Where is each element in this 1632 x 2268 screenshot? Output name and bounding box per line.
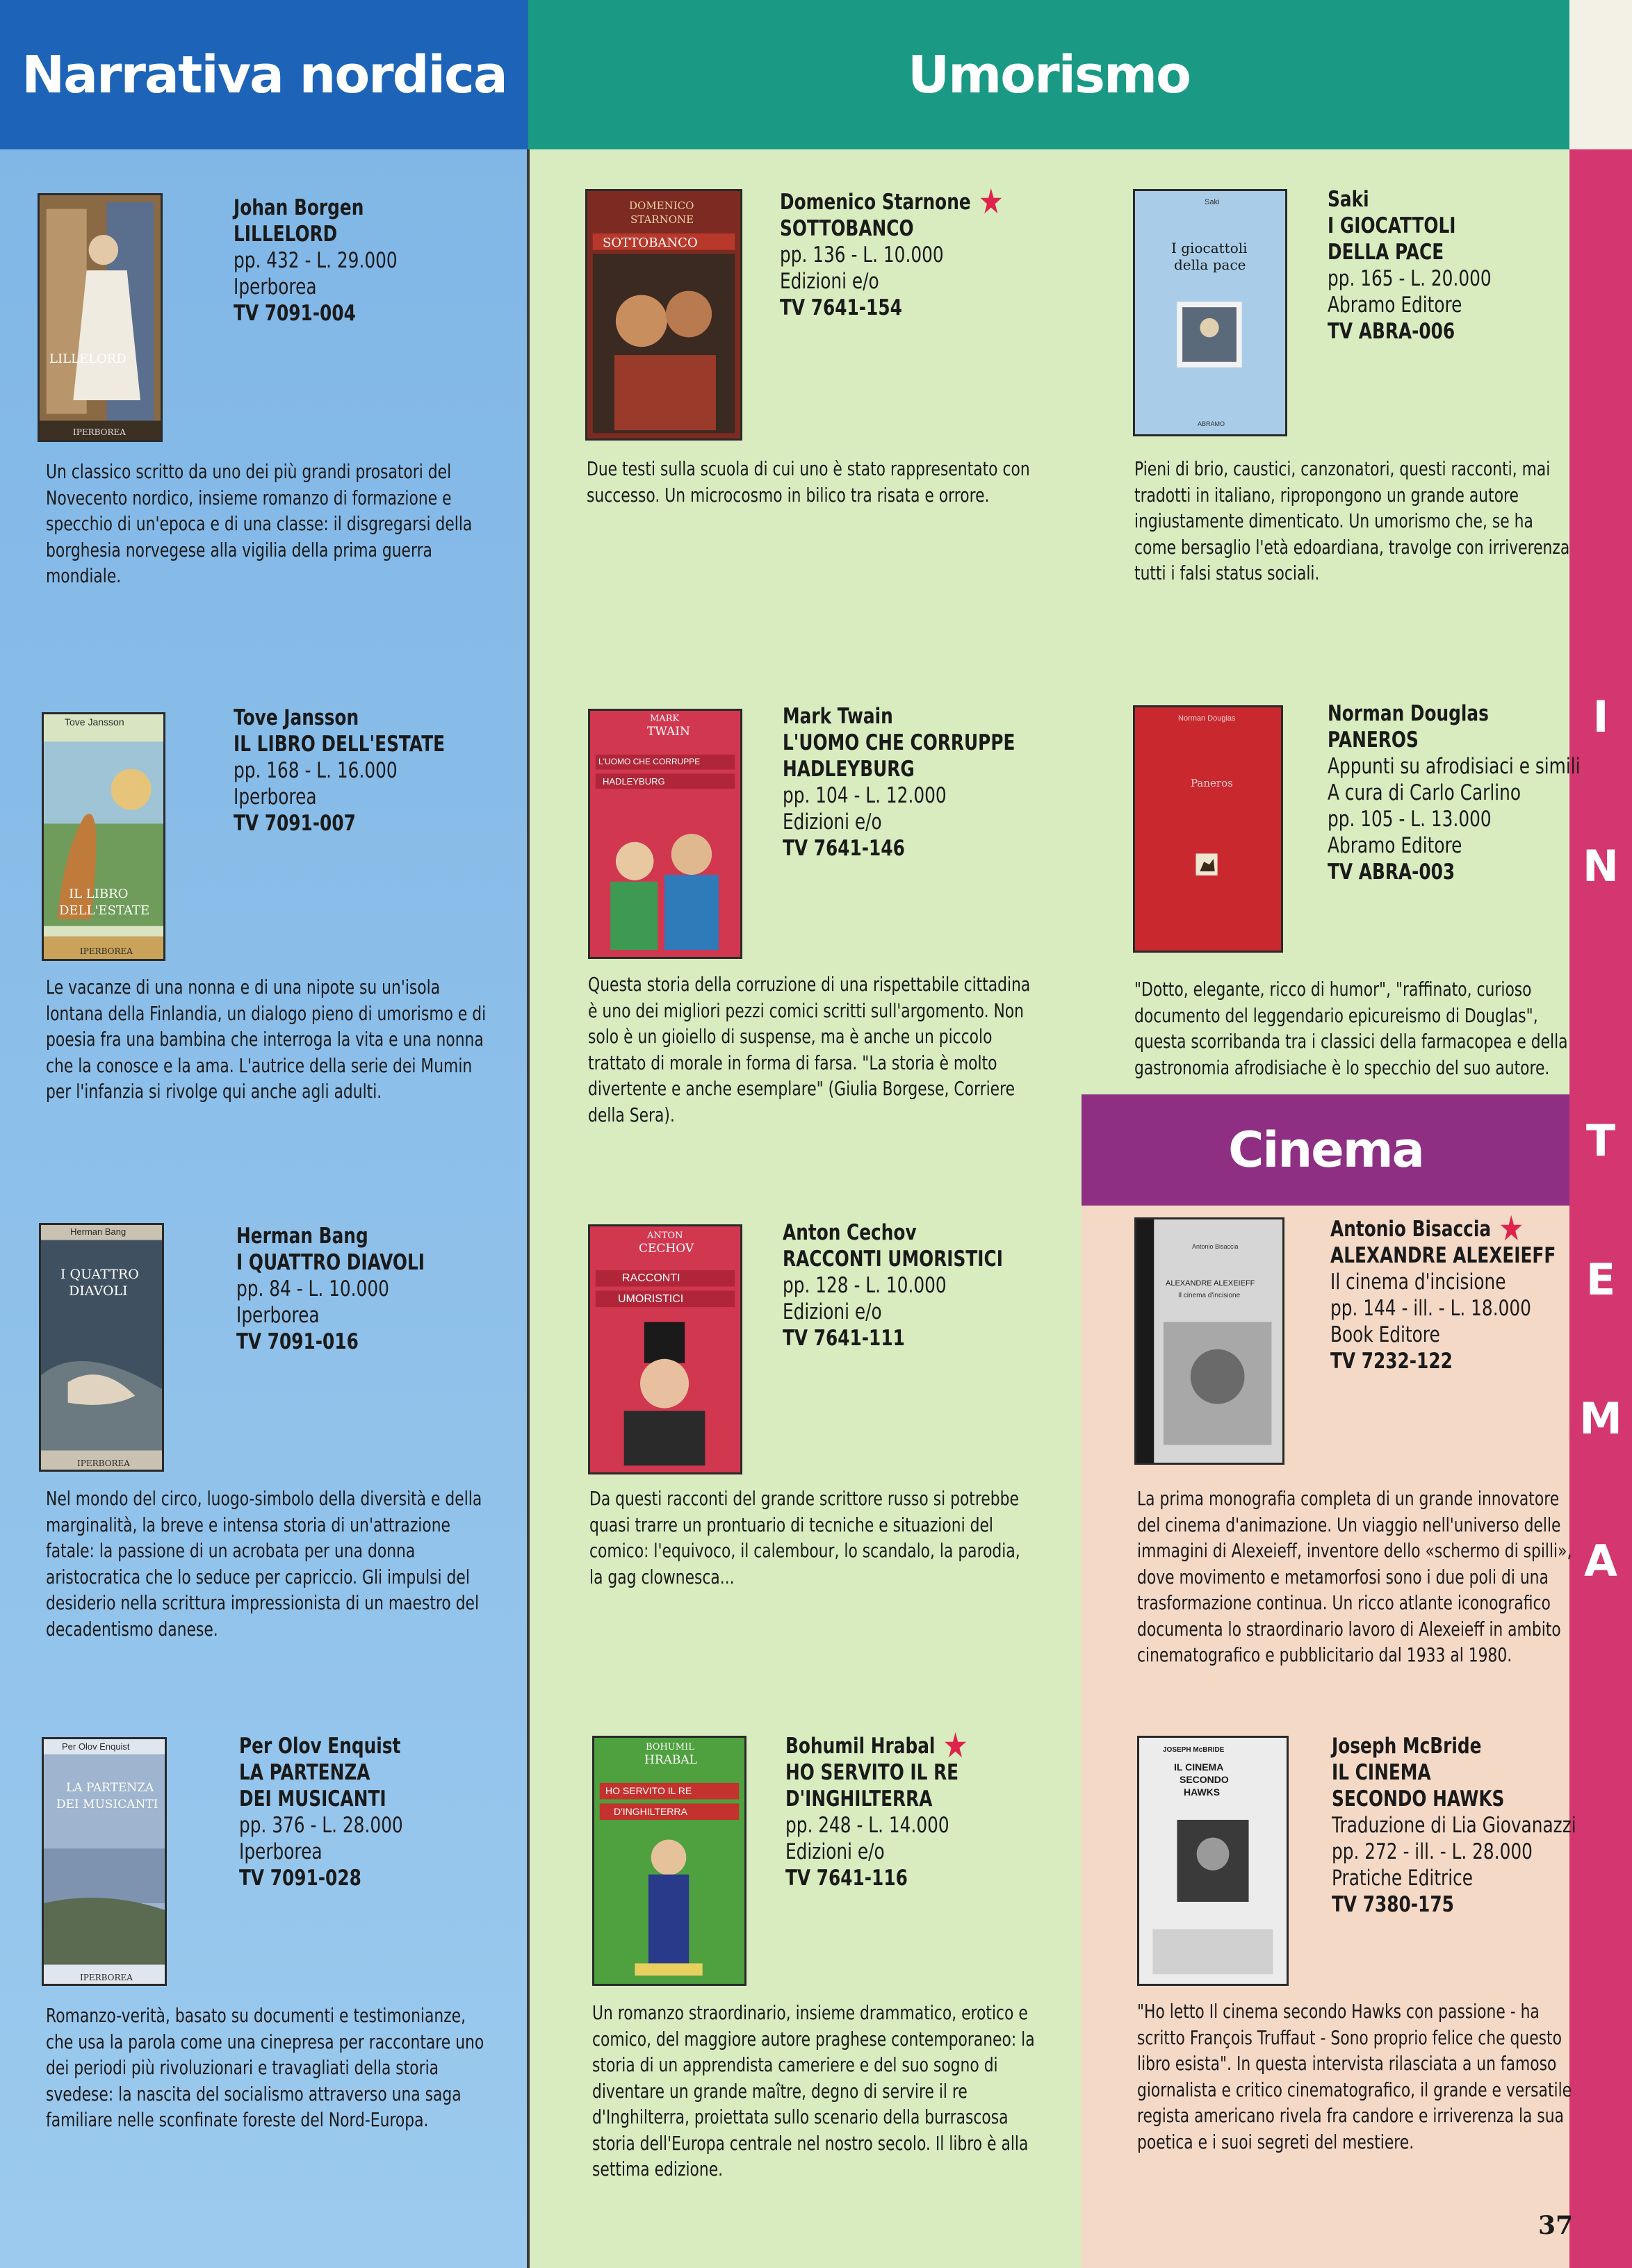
book-cover-partenza-musicanti (42, 1737, 167, 1986)
book-code: TV ABRA-006 (1328, 319, 1455, 344)
book-cover-libro-estate (42, 712, 165, 961)
book-pages-price: pp. 136 - L. 10.000 (780, 243, 944, 268)
book-publisher: Abramo Editore (1328, 833, 1462, 858)
cover-title: I QUATTRO (60, 1267, 139, 1282)
cover-title: IL CINEMA (1174, 1761, 1224, 1773)
cover-author: DOMENICO (629, 199, 694, 212)
cover-title: della pace (1174, 256, 1246, 273)
cover-title: ALEXANDRE ALEXEIEFF (1166, 1279, 1255, 1288)
cover-title: SOTTOBANCO (603, 236, 698, 250)
book-code: TV 7641-111 (783, 1326, 905, 1351)
book-title: RACCONTI UMORISTICI (783, 1247, 1003, 1272)
book-author-text: Bohumil Hrabal (785, 1734, 936, 1759)
book-description: Da questi racconti del grande scrittore russo si potrebbe quasi trarre un prontuario di tecniche e situazioni del comico: l'equivoco, il calembour, lo scandalo, la parodia, la gag clownesca... (589, 1487, 1020, 1588)
book-pages-price: pp. 272 - ill. - L. 28.000 (1332, 1839, 1533, 1864)
book-publisher: Edizioni e/o (780, 269, 879, 294)
book-title: I QUATTRO DIAVOLI (236, 1250, 425, 1275)
book-title: IL LIBRO DELL'ESTATE (234, 732, 446, 757)
star-icon: ★ (978, 181, 1004, 222)
book-title: D'INGHILTERRA (785, 1786, 933, 1811)
book-code: TV 7380-175 (1332, 1892, 1454, 1917)
book-pages-price: pp. 376 - L. 28.000 (239, 1813, 403, 1838)
sidebar-letter: A (1584, 1536, 1617, 1586)
book-title: HADLEYBURG (783, 757, 915, 782)
book-info-alexeieff (1330, 1208, 1556, 1374)
book-pages-price: pp. 105 - L. 13.000 (1328, 807, 1492, 832)
cover-author: BOHUMIL (646, 1742, 694, 1752)
book-info-libro-estate (234, 705, 445, 837)
book-code: TV ABRA-003 (1328, 860, 1455, 885)
book-author-text: Domenico Starnone (780, 190, 971, 215)
cover-publisher: ABRAMO (1198, 420, 1225, 427)
book-cover-alexeieff (1134, 1217, 1284, 1465)
cover-title: L'UOMO CHE CORRUPPE (598, 757, 701, 766)
book-publisher: Book Editore (1330, 1322, 1440, 1347)
book-description: Romanzo-verità, basato su documenti e testimonianze, che usa la parola come una cinepresa per raccontare uno dei periodi più rivoluzionari e travagliati della storia svedese: la nascita del socialismo attraverso una saga familiare nelle sconfinate foreste del Nord-Europa. (46, 2004, 484, 2131)
book-title: SECONDO HAWKS (1332, 1786, 1505, 1811)
book-code: TV 7091-004 (234, 301, 356, 326)
book-code: TV 7091-007 (234, 811, 356, 836)
book-cover-lillelord (38, 193, 163, 442)
book-pages-price: pp. 84 - L. 10.000 (236, 1276, 389, 1301)
book-author: Johan Borgen (234, 195, 364, 220)
book-description: Le vacanze di una nonna e di una nipote su un'isola lontana della Finlandia, un dialogo pieno di umorismo e di poesia fra una bambina che interroga la vita e una nonna che la conosce e la ama. L'autrice della serie dei Mumin per l'infanzia si rivolge qui anche agli adulti. (46, 976, 487, 1103)
book-title: HO SERVITO IL RE (785, 1760, 959, 1785)
sidebar-letter: I (1592, 691, 1609, 742)
sidebar-letter: N (1583, 841, 1619, 891)
section-header-narrativa: Narrativa nordica (0, 0, 528, 149)
cover-title: DIAVOLI (69, 1283, 128, 1299)
book-info-racconti-umoristici (783, 1219, 1003, 1351)
book-publisher: Edizioni e/o (783, 810, 882, 835)
cover-title: UMORISTICI (618, 1293, 684, 1305)
book-publisher: Edizioni e/o (785, 1839, 885, 1864)
book-title: DEI MUSICANTI (239, 1786, 386, 1811)
book-info-lillelord (234, 195, 398, 327)
cover-author: CECHOV (639, 1242, 694, 1256)
book-title: DELLA PACE (1328, 240, 1444, 265)
book-title: PANEROS (1328, 728, 1419, 753)
book-code: TV 7641-116 (785, 1866, 908, 1891)
cover-title: LA PARTENZA (66, 1781, 154, 1795)
cover-publisher: IPERBOREA (80, 1973, 133, 1982)
book-publisher: Iperborea (234, 784, 317, 810)
cover-title: RACCONTI (622, 1272, 680, 1284)
book-description: "Ho letto Il cinema secondo Hawks con passione - ha scritto François Truffaut - Sono proprio felice che questo libro esista". In questa intervista rilasciata a un famoso giornalista e critico cinematografico, il grande e versatile regista americano rivela fra candore e irriverenza la sua poetica e i suoi segreti del mestiere. (1137, 2000, 1572, 2153)
cover-title: DELL'ESTATE (59, 903, 150, 918)
book-info-paneros (1328, 700, 1580, 885)
book-info-cinema-hawks (1332, 1733, 1576, 1918)
book-publisher: Iperborea (239, 1839, 323, 1864)
cover-subtitle: Il cinema d'incisione (1178, 1292, 1241, 1299)
book-info-hadleyburg (783, 703, 1015, 862)
book-author: Per Olov Enquist (239, 1734, 401, 1759)
cover-author: STARNONE (630, 213, 694, 226)
book-title: I GIOCATTOLI (1328, 213, 1456, 238)
book-author (1330, 1208, 1556, 1249)
book-title: L'UOMO CHE CORRUPPE (783, 730, 1015, 755)
book-author (780, 181, 1004, 222)
book-cover-cinema-hawks (1137, 1736, 1289, 1986)
book-translator: Traduzione di Lia Giovanazzi (1332, 1813, 1576, 1838)
book-cover-ho-servito (592, 1736, 746, 1986)
book-code: TV 7641-146 (783, 836, 905, 861)
book-author: Norman Douglas (1328, 701, 1489, 726)
cover-title: Paneros (1191, 777, 1233, 789)
book-description: Un classico scritto da uno dei più grandi prosatori del Novecento nordico, insieme romanzo di formazione e specchio di un'epoca e di una classe: il disgregarsi della borghesia norvegese alla vigilia della prima guerra mondiale. (46, 460, 473, 587)
book-publisher: Pratiche Editrice (1332, 1866, 1474, 1891)
book-description: Questa storia della corruzione di una rispettabile cittadina è uno dei migliori pezzi comici scritti sull'argomento. Non solo è un gioiello di suspense, ma è anche un piccolo trattato di morale in forma di farsa. "La storia è molto divertente e anche esemplare" (Giulia Borgese, Corriere della Sera). (588, 973, 1031, 1126)
book-pages-price: pp. 432 - L. 29.000 (234, 248, 398, 273)
cover-title: LILLELORD (49, 352, 127, 366)
book-pages-price: pp. 248 - L. 14.000 (785, 1813, 949, 1838)
cover-title: HAWKS (1184, 1786, 1221, 1798)
section-header-umorismo: Umorismo (528, 0, 1569, 149)
page-number: 37 (1538, 2211, 1574, 2240)
cover-author: JOSEPH McBRIDE (1163, 1746, 1225, 1754)
book-code: TV 7641-154 (780, 295, 902, 320)
book-title: IL CINEMA (1332, 1760, 1431, 1785)
cover-publisher: IPERBOREA (80, 946, 133, 956)
book-description: La prima monografia completa di un grande innovatore del cinema d'animazione. Un viaggio nell'universo delle immagini di Alexeieff, inventore dello «schermo di spilli», dove movimento e metamorfosi sono i due poli di una trasformazione continua. Un ricco atlante iconografico documenta lo straordinario lavoro di Alexeieff in ambito cinematografico e pubblicitario dal 1933 al 1980. (1137, 1487, 1572, 1666)
book-description: Due testi sulla scuola di cui uno è stato rappresentato con successo. Un microcosmo in bilico tra risata e orrore. (587, 457, 1030, 507)
book-author (785, 1725, 968, 1766)
cover-author: Antonio Bisaccia (1192, 1243, 1239, 1250)
sidebar-letter: M (1579, 1393, 1622, 1444)
book-code: TV 7091-016 (236, 1329, 359, 1354)
book-author: Anton Cechov (783, 1220, 917, 1245)
cover-title: HADLEYBURG (603, 776, 665, 787)
book-info-partenza-musicanti (239, 1733, 403, 1891)
book-code: TV 7091-028 (239, 1866, 361, 1891)
book-publisher: Iperborea (236, 1303, 320, 1328)
sidebar-letter: E (1585, 1254, 1616, 1305)
book-description: "Dotto, elegante, ricco di humor", "raffinato, curioso documento del leggendario epicureismo di Douglas", questa scorribanda tra i classici della farmacopea e della gastronomia afrodisiache è lo specchio del suo autore. (1134, 978, 1568, 1079)
cover-title: D'INGHILTERRA (614, 1806, 687, 1817)
book-subtitle: Il cinema d'incisione (1330, 1269, 1506, 1295)
cover-author: ANTON (647, 1231, 683, 1241)
book-description: Pieni di brio, caustici, canzonatori, questi racconti, mai tradotti in italiano, ripropongono un grande autore ingiustamente dimenticato. Un umorismo che, se ha come bersaglio l'età edoardiana, travolge con irriverenza tutti i falsi status sociali. (1134, 457, 1570, 584)
book-description: Un romanzo straordinario, insieme drammatico, erotico e comico, del maggiore autore praghese contemporaneo: la storia di un apprendista cameriere e del suo sogno di diventare un grande maître, degno di servire il re d'Inghilterra, proiettata sullo scenario della burrascosa storia dell'Europa centrale nel nostro secolo. Il libro è alla settima edizione. (592, 2001, 1035, 2180)
cover-title: IL LIBRO (69, 887, 129, 901)
book-cover-hadleyburg (588, 709, 742, 959)
book-title: SOTTOBANCO (780, 216, 914, 241)
book-info-giocattoli-pace (1328, 186, 1492, 345)
book-pages-price: pp. 144 - ill. - L. 18.000 (1330, 1296, 1531, 1321)
cover-author: Saki (1205, 198, 1220, 206)
book-author: Saki (1328, 187, 1369, 212)
column-divider (527, 149, 530, 2268)
book-code: TV 7232-122 (1330, 1349, 1453, 1374)
cover-author: TWAIN (647, 725, 690, 739)
book-title: LA PARTENZA (239, 1760, 370, 1785)
sidebar-letter: T (1585, 1115, 1616, 1166)
book-author: Herman Bang (236, 1224, 368, 1249)
cover-title: DEI MUSICANTI (56, 1798, 158, 1811)
cover-author: MARK (650, 714, 680, 724)
star-icon: ★ (1499, 1208, 1524, 1249)
cover-title: I giocattoli (1171, 240, 1248, 256)
book-editor: A cura di Carlo Carlino (1328, 780, 1521, 805)
section-header-cinema: Cinema (1082, 1094, 1570, 1206)
book-subtitle: Appunti su afrodisiaci e simili (1328, 754, 1581, 779)
book-publisher: Iperborea (234, 274, 317, 299)
cover-author: Tove Jansson (65, 716, 124, 728)
book-author: Joseph McBride (1332, 1734, 1482, 1759)
book-info-ho-servito (785, 1725, 968, 1891)
book-info-quattro-diavoli (236, 1223, 425, 1355)
book-description: Nel mondo del circo, luogo-simbolo della diversità e della marginalità, la breve e intensa storia di un'attrazione fatale: la passione di un acrobata per una donna aristocratica che lo seduce per capriccio. Gli impulsi del desiderio nella scrittura impressionista di un maestro del decadentismo danese. (46, 1487, 482, 1641)
cover-publisher: IPERBOREA (73, 427, 126, 437)
book-info-sottobanco (780, 181, 1004, 321)
book-cover-quattro-diavoli (39, 1223, 164, 1472)
star-icon: ★ (943, 1725, 968, 1766)
book-cover-paneros (1133, 705, 1283, 953)
cover-author: Per Olov Enquist (62, 1741, 130, 1752)
cover-publisher: IPERBOREA (77, 1458, 130, 1468)
book-pages-price: pp. 104 - L. 12.000 (783, 783, 947, 808)
cover-author: Herman Bang (70, 1226, 127, 1237)
sidebar-intema (1569, 149, 1632, 2268)
cover-author: Norman Douglas (1178, 714, 1236, 723)
book-publisher: Abramo Editore (1328, 293, 1462, 318)
book-author: Tove Jansson (234, 705, 359, 730)
book-author-text: Antonio Bisaccia (1330, 1217, 1492, 1242)
book-cover-racconti-umoristici (588, 1224, 742, 1474)
cover-author: HRABAL (644, 1753, 697, 1767)
book-publisher: Edizioni e/o (783, 1299, 882, 1324)
book-author: Mark Twain (783, 704, 893, 729)
book-title: ALEXANDRE ALEXEIEFF (1330, 1243, 1556, 1268)
book-cover-giocattoli-pace (1133, 189, 1287, 436)
book-cover-sottobanco (585, 189, 742, 441)
book-pages-price: pp. 128 - L. 10.000 (783, 1273, 947, 1298)
cover-title: SECONDO (1180, 1774, 1229, 1785)
book-pages-price: pp. 168 - L. 16.000 (234, 758, 398, 783)
book-pages-price: pp. 165 - L. 20.000 (1328, 266, 1492, 291)
book-title: LILLELORD (234, 222, 338, 247)
cover-title: HO SERVITO IL RE (605, 1785, 692, 1796)
